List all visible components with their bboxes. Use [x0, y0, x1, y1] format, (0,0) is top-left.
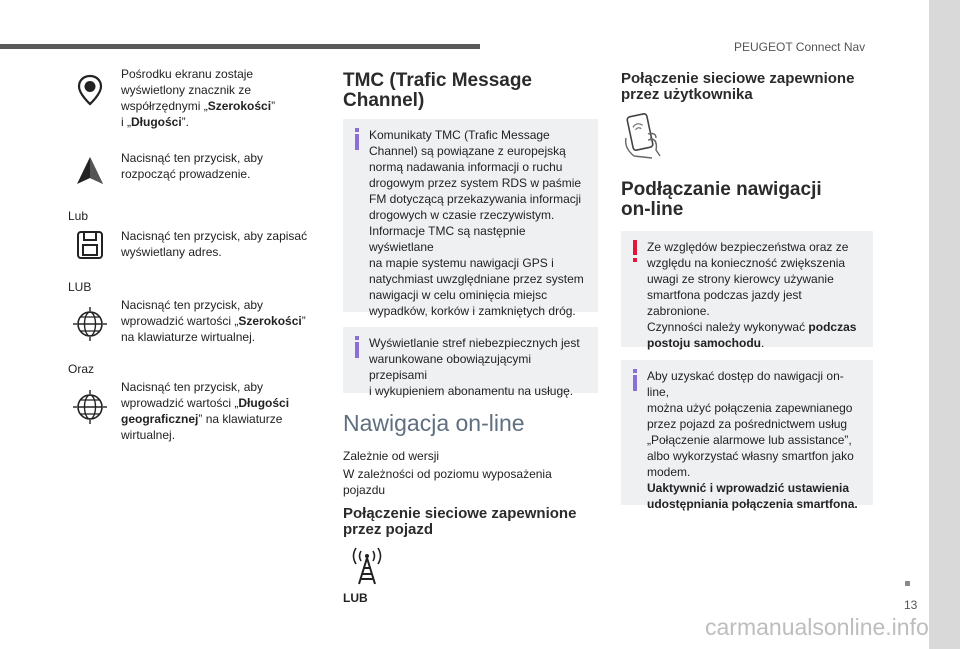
access-info-text [647, 368, 863, 480]
separator-lub-upper: LUB [68, 280, 92, 294]
save-address-description: Nacisnąć ten przycisk, aby zapisać wyświetlany adres. [121, 229, 308, 259]
start-guidance-description: Nacisnąć ten przycisk, aby rozpocząć prowadzenie. [121, 151, 264, 181]
access-instruction [647, 480, 863, 512]
text-line: wypadków, korków i zamkniętych dróg. [369, 304, 576, 318]
text-line: Informacje TMC są następnie wyświetlane [369, 224, 526, 254]
safety-warning-text [647, 239, 863, 335]
safety-warning-box: Ze względów bezpieczeństwa oraz ze względu na konieczność zwiększenia uwagi ze strony kierowcy używanie smartfona podczas jazdy jest zabronione. Czynności należy wykonywać podczas postoju samochodu. [621, 231, 873, 347]
header-product: PEUGEOT Connect Nav [734, 40, 866, 54]
globe-icon [72, 306, 108, 342]
text-line: przez pojazd za pośrednictwem usług [647, 417, 848, 431]
zones-info-box [343, 327, 598, 398]
vehicle-connection-title: Połączenie sieciowe zapewnione przez pojazd [343, 505, 577, 538]
zones-info-text [369, 335, 588, 399]
location-pin-icon [72, 72, 108, 108]
pin-description: Pośrodku ekranu zostaje wyświetlony znacznik ze współrzędnymi „Szerokości” i „Długości”. [121, 67, 276, 129]
separator-oraz: Oraz [68, 362, 95, 376]
smartphone-hand-icon [622, 112, 668, 160]
equipment-note: W zależności od poziomu wyposażenia pojazdu [343, 467, 552, 497]
page-square-marker [905, 581, 910, 586]
latitude-entry-description: Nacisnąć ten przycisk, aby wprowadzić wartości „Szerokości” na klawiaturze wirtualnej. [121, 298, 306, 344]
text-line: albo wykorzystać własny smartfon jako [647, 449, 854, 463]
text-line: uwagi ze strony kierowcy używanie [647, 272, 834, 286]
text-line: „Połączenie alarmowe lub assistance”, [647, 433, 852, 447]
text-line: na mapie systemu nawigacji GPS i [369, 256, 554, 270]
text-line: Channel) są powiązane z europejską [369, 144, 566, 158]
watermark: carmanualsonline.info [705, 614, 929, 640]
text-line: drogowym przez system RDS w paśmie [369, 176, 582, 190]
header-bar [0, 44, 480, 49]
text-line: Czynności należy wykonywać podczas [647, 320, 857, 334]
text-line: nawigacji w celu ominięcia miejsc [369, 288, 548, 302]
separator-lub: Lub [68, 209, 89, 223]
globe-icon [72, 389, 108, 425]
text-line: smartfona podczas jazdy jest zabronione. [647, 288, 802, 318]
info-icon [630, 369, 640, 391]
info-icon [352, 128, 362, 150]
tmc-info-box [343, 119, 598, 318]
lub-label: LUB [343, 591, 368, 605]
text-line: i wykupieniem abonamentu na usługę. [369, 384, 574, 398]
tmc-info-text [369, 127, 588, 319]
page-edge-strip [929, 0, 960, 649]
version-note: Zależnie od wersji [343, 449, 440, 463]
connect-online-title: Podłączanie nawigacji on-line [621, 179, 822, 220]
user-connection-title: Połączenie sieciowe zapewnione przez użytkownika [621, 70, 855, 103]
antenna-icon [350, 546, 384, 586]
text-line: Komunikaty TMC (Trafic Message [369, 128, 550, 142]
text-line: modem. [647, 465, 691, 479]
text-line: względu na konieczność zwiększenia [647, 256, 846, 270]
text-line: natychmiast uwzględniane przez system [369, 272, 584, 286]
info-icon [352, 336, 362, 358]
tmc-title: TMC (Trafic Message Channel) [343, 70, 532, 111]
text-line: drogowych w czasie rzeczywistym. [369, 208, 555, 222]
online-nav-title: Nawigacja on-line [343, 410, 525, 436]
warning-icon [630, 240, 640, 262]
longitude-entry-description: Nacisnąć ten przycisk, aby wprowadzić wartości „Długości geograficznej” na klawiaturze wirtualnej. [121, 380, 290, 442]
text-line: można użyć połączenia zapewnianego [647, 401, 853, 415]
text-line: warunkowane obowiązującymi przepisami [369, 352, 532, 382]
page-number: 13 [904, 598, 918, 612]
text-line: FM dotyczącą przekazywania informacji [369, 192, 582, 206]
text-line: Ze względów bezpieczeństwa oraz ze [647, 240, 849, 254]
save-icon [72, 227, 108, 263]
access-info-box [621, 360, 873, 511]
text-line: Uaktywnić i wprowadzić ustawienia [647, 481, 850, 495]
text-line: udostępniania połączenia smartfona. [647, 497, 858, 511]
text-line: normą nadawania informacji o ruchu [369, 160, 563, 174]
text-line: Aby uzyskać dostęp do nawigacji on-line, [647, 369, 844, 399]
navigation-arrow-icon [72, 153, 108, 189]
text-line: Wyświetlanie stref niebezpiecznych jest [369, 336, 580, 350]
